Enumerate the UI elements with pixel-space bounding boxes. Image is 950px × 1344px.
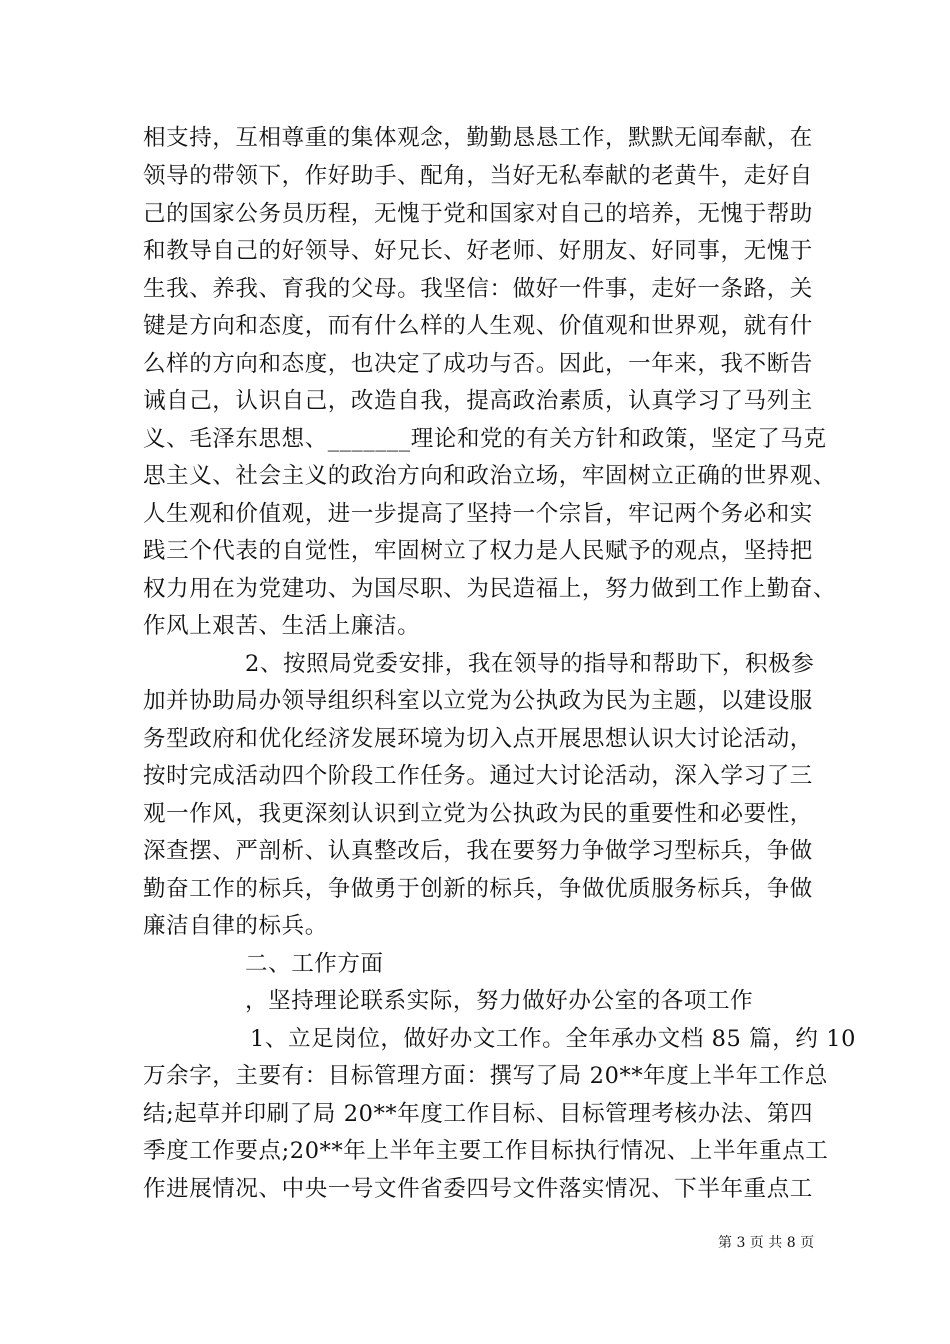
body-text-line: 结;起草并印刷了局 20**年度工作目标、目标管理考核办法、第四: [143, 1101, 814, 1127]
paragraph-start-line: 1、立足岗位，做好办文工作。全年承办文档 85 篇，约 10: [250, 1026, 857, 1052]
body-text-line: 诫自己，认识自己，改造自我，提高政治素质，认真学习了马列主: [143, 388, 813, 414]
body-text-line: 深查摆、严剖析、认真整改后，我在要努力争做学习型标兵，争做: [143, 838, 813, 864]
body-text-line: 义、毛泽东思想、_______理论和党的有关方针和政策，坚定了马克: [143, 426, 827, 452]
body-text-line: 么样的方向和态度，也决定了成功与否。因此，一年来，我不断告: [143, 351, 813, 377]
body-text-line: 廉洁自律的标兵。: [143, 913, 328, 939]
body-text-line: 领导的带领下，作好助手、配角，当好无私奉献的老黄牛，走好自: [143, 163, 813, 189]
body-text-line: 加并协助局办领导组织科室以立党为公执政为民为主题，以建设服: [143, 688, 813, 714]
subsection-heading: ，坚持理论联系实际，努力做好办公室的各项工作: [245, 988, 754, 1014]
paragraph-start-line: 2、按照局党委安排，我在领导的指导和帮助下，积极参: [245, 651, 815, 677]
body-text-line: 务型政府和优化经济发展环境为切入点开展思想认识大讨论活动，: [143, 726, 813, 752]
body-text-line: 作风上艰苦、生活上廉洁。: [143, 613, 421, 639]
body-text-line: 万余字，主要有：目标管理方面：撰写了局 20**年度上半年工作总: [143, 1063, 828, 1089]
body-text-line: 人生观和价值观，进一步提高了坚持一个宗旨，牢记两个务必和实: [143, 501, 813, 527]
body-text-line: 己的国家公务员历程，无愧于党和国家对自己的培养，无愧于帮助: [143, 201, 813, 227]
body-text-line: 季度工作要点;20**年上半年主要工作目标执行情况、上半年重点工: [143, 1138, 829, 1164]
body-text-line: 践三个代表的自觉性，牢固树立了权力是人民赋予的观点，坚持把: [143, 538, 813, 564]
body-text-line: 生我、养我、育我的父母。我坚信：做好一件事，走好一条路，关: [143, 276, 813, 302]
body-text-line: 思主义、社会主义的政治方向和政治立场，牢固树立正确的世界观、: [143, 463, 837, 489]
body-text-line: 键是方向和态度，而有什么样的人生观、价值观和世界观，就有什: [143, 313, 813, 339]
body-text-line: 和教导自己的好领导、好兄长、好老师、好朋友、好同事，无愧于: [143, 238, 813, 264]
body-text-line: 按时完成活动四个阶段工作任务。通过大讨论活动，深入学习了三: [143, 763, 813, 789]
body-text-line: 观一作风，我更深刻认识到立党为公执政为民的重要性和必要性，: [143, 801, 813, 827]
body-text-line: 作进展情况、中央一号文件省委四号文件落实情况、下半年重点工: [143, 1176, 813, 1202]
page-number-footer: 第 3 页 共 8 页: [718, 1235, 815, 1251]
body-text-line: 勤奋工作的标兵，争做勇于创新的标兵，争做优质服务标兵，争做: [143, 876, 813, 902]
body-text-line: 权力用在为党建功、为国尽职、为民造福上，努力做到工作上勤奋、: [143, 576, 837, 602]
body-text-line: 相支持，互相尊重的集体观念，勤勤恳恳工作，默默无闻奉献，在: [143, 125, 813, 151]
section-heading: 二、工作方面: [245, 951, 384, 977]
